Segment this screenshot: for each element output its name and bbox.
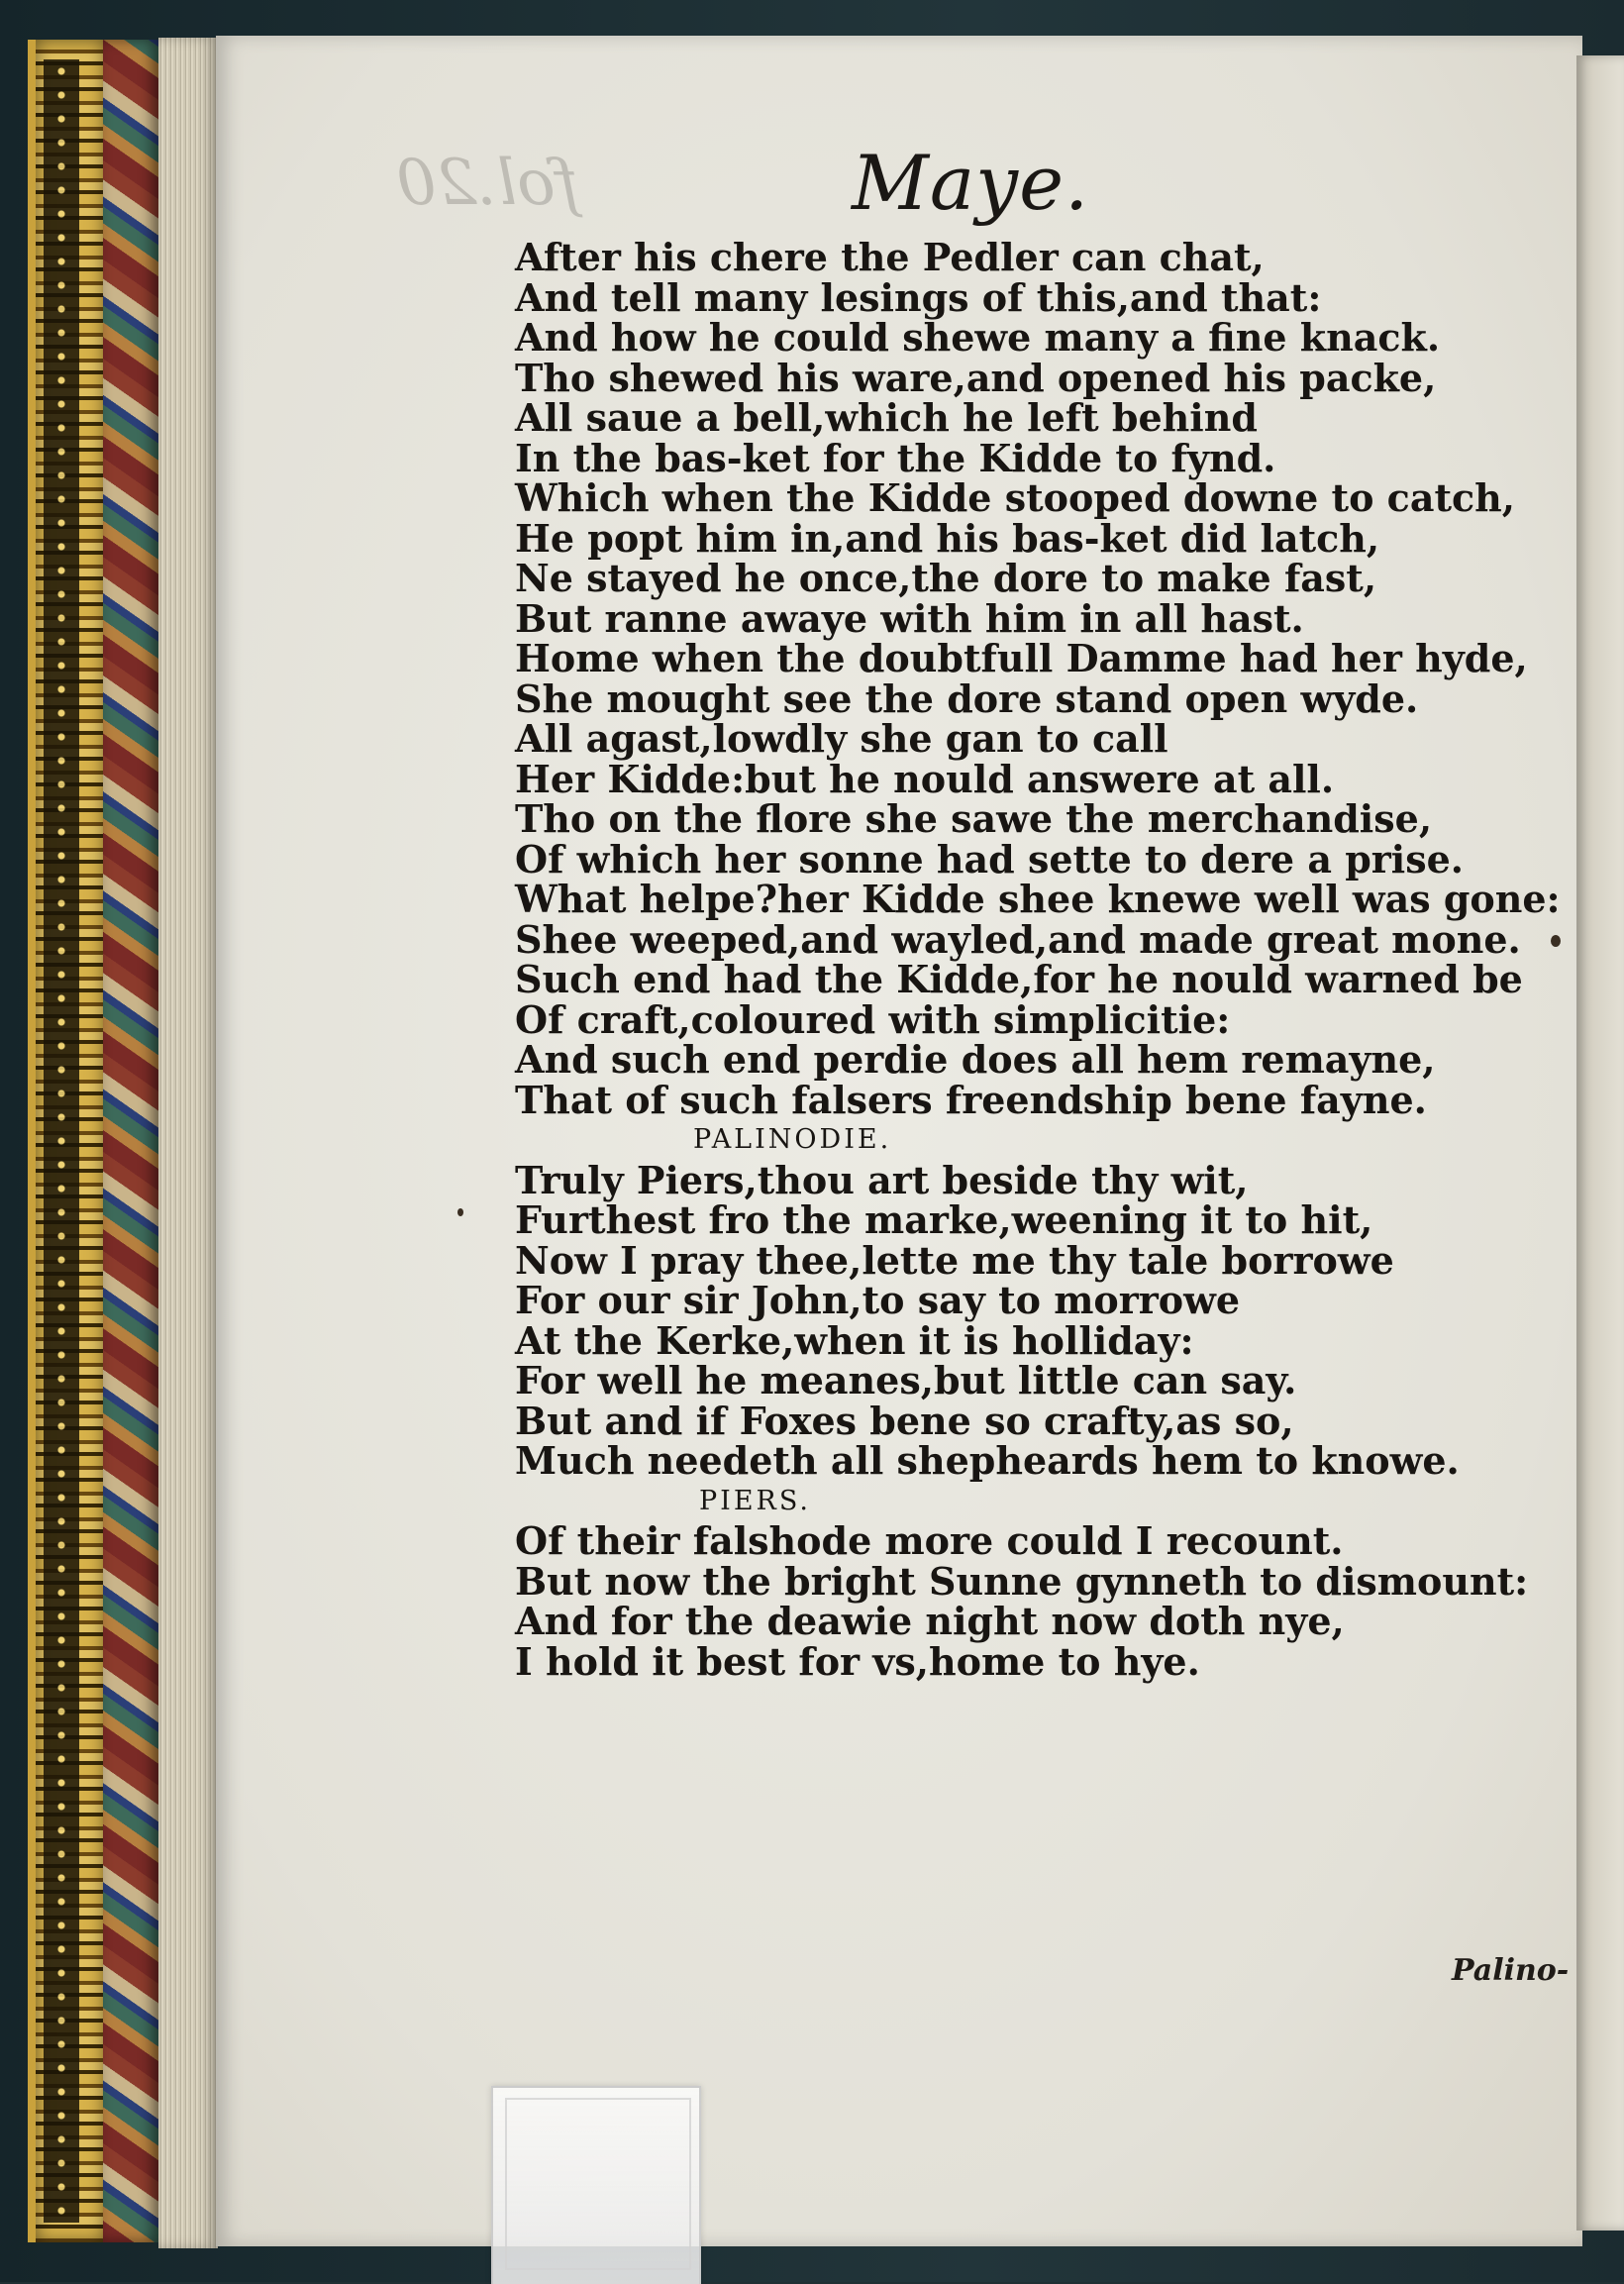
verse-line: Much needeth all shepheards hem to knowe. xyxy=(515,1438,1460,1483)
verse-line: That of such falsers freendship bene fayne. xyxy=(515,1077,1427,1122)
verse-line: Now I pray thee,lette me thy tale borrowe xyxy=(515,1237,1394,1283)
ink-spot xyxy=(1551,935,1561,947)
speaker-label: PIERS. xyxy=(699,1485,811,1516)
verse-line: Such end had the Kidde,for he nould warned be xyxy=(515,957,1523,1001)
verse-line: And tell many lesings of this,and that: xyxy=(515,274,1322,320)
verse-line: But ranne awaye with him in all hast. xyxy=(515,595,1304,641)
verse-line: Which when the Kidde stooped downe to catch, xyxy=(515,475,1515,520)
page-heading: Maye. xyxy=(852,139,1090,227)
gilt-ornament xyxy=(44,59,79,2223)
marbled-endpaper xyxy=(103,40,158,2242)
verse-line: Furthest fro the marke,weening it to hit, xyxy=(515,1197,1373,1242)
verse-line: For our sir John,to say to morrowe xyxy=(515,1278,1241,1322)
verse-line: All agast,lowdly she gan to call xyxy=(515,716,1168,761)
page-edges xyxy=(158,38,218,2248)
verse-line: Truly Piers,thou art beside thy wit, xyxy=(515,1157,1249,1202)
verse-line: And how he could shewe many a fine knack. xyxy=(515,315,1441,360)
verse-line: Of their falshode more could I recount. xyxy=(515,1518,1344,1563)
verse-line: Of which her sonne had sette to dere a prise. xyxy=(515,836,1465,882)
verse-line: For well he meanes,but little can say. xyxy=(515,1358,1297,1402)
verse-line: All saue a bell,which he left behind xyxy=(515,395,1258,440)
verse-line: She mought see the dore stand open wyde. xyxy=(515,675,1419,721)
catchword: Palino- xyxy=(1452,1953,1570,1988)
verse-line: What helpe?her Kidde shee knewe well was gone: xyxy=(515,877,1561,921)
verse-line: Ne stayed he once,the dore to make fast, xyxy=(515,556,1377,600)
ink-spot xyxy=(457,1208,463,1216)
verse-line: Of craft,coloured with simplicitie: xyxy=(515,996,1231,1042)
verse-line: He popt him in,and his bas-ket did latch, xyxy=(515,515,1380,561)
verse-line: And such end perdie does all hem remayne, xyxy=(515,1037,1436,1082)
verse-line: Tho shewed his ware,and opened his packe, xyxy=(515,355,1437,400)
verse-line: Home when the doubtfull Damme had her hyde, xyxy=(515,636,1528,680)
verse-line: Her Kidde:but he nould answere at all. xyxy=(515,756,1335,801)
verse-line: After his chere the Pedler can chat, xyxy=(515,235,1265,279)
verse-line: In the bas-ket for the Kidde to fynd. xyxy=(515,435,1276,480)
bleed-through-folio: fol.20 xyxy=(396,147,579,220)
verse-line: Shee weeped,and wayled,and made great mone. xyxy=(515,916,1521,962)
verse-line: And for the deawie night now doth nye, xyxy=(515,1599,1345,1643)
verse-line: At the Kerke,when it is holliday: xyxy=(515,1317,1194,1363)
verse-line: But now the bright Sunne gynneth to dismount: xyxy=(515,1558,1529,1604)
page-holder-clip xyxy=(491,2086,701,2284)
verse-line: But and if Foxes bene so crafty,as so, xyxy=(515,1398,1294,1443)
speaker-label: PALINODIE. xyxy=(693,1124,892,1155)
verse-line: I hold it best for vs,home to hye. xyxy=(515,1638,1200,1684)
poem-text xyxy=(515,235,1561,1684)
verse-line: Tho on the flore she sawe the merchandise, xyxy=(515,796,1433,841)
